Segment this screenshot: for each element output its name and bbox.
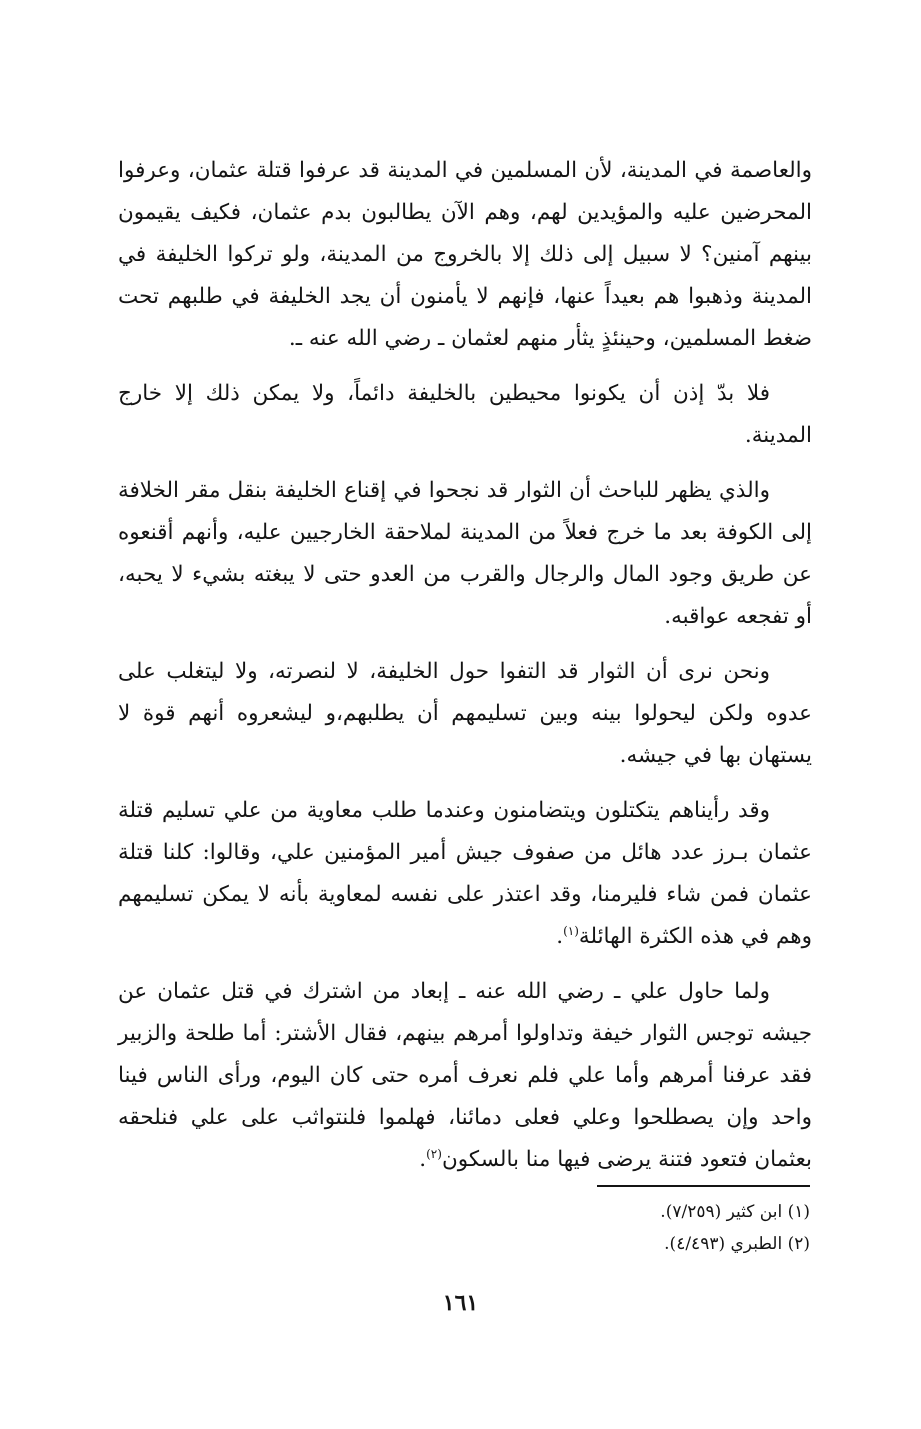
- paragraph-5-text: وقد رأيناهم يتكتلون ويتضامنون وعندما طلب معاوية من علي تسليم قتلة عثمان بـرز عدد هائل من صفوف جيش أمير المؤمنين علي، وقالوا: كلنا قتلة عثمان فمن شاء فليرمنا، وقد اعتذر على نفسه لمعاوية بأنه لا يمكن تسليمهم وهم في هذه الكثرة الهائلة: [118, 798, 812, 949]
- paragraph-4: [118, 651, 812, 777]
- page-number: ١٦١: [442, 1290, 479, 1316]
- paragraph-2: [118, 373, 812, 457]
- paragraph-4-text: ونحن نرى أن الثوار قد التفوا حول الخليفة، لا لنصرته، ولا ليتغلب على عدوه ولكن ليحولوا بينه وبين تسليمهم أن يطلبهم،و ليشعروه أنهم قوة لا يستهان بها في جيشه.: [118, 659, 812, 768]
- paragraph-3-text: والذي يظهر للباحث أن الثوار قد نجحوا في إقناع الخليفة بنقل مقر الخلافة إلى الكوفة بعد ما خرج فعلاً من المدينة لملاحقة الخارجيين عليه، وأنهم أقنعوه عن طريق وجود المال والرجال والقرب من العدو حتى لا يبغته بشيء لا يحبه، أو تفجعه عواقبه.: [118, 478, 812, 629]
- paragraph-3: [118, 470, 812, 638]
- paragraph-1: [118, 150, 812, 360]
- main-text: [118, 150, 812, 1194]
- paragraph-6: [118, 971, 812, 1181]
- paragraph-5: [118, 790, 812, 958]
- footnote-ref-1[interactable]: (١): [563, 923, 579, 938]
- paragraph-6-tail: .: [419, 1147, 427, 1172]
- paragraph-2-text: فلا بدّ إذن أن يكونوا محيطين بالخليفة دائماً، ولا يمكن ذلك إلا خارج المدينة.: [118, 381, 812, 448]
- footnote-1: (١) ابن كثير (٧/٢٥٩).: [660, 1202, 810, 1222]
- paragraph-1-text: والعاصمة في المدينة، لأن المسلمين في المدينة قد عرفوا قتلة عثمان، وعرفوا المحرضين عليه والمؤيدين لهم، وهم الآن يطالبون بدم عثمان، فكيف يقيمون بينهم آمنين؟ لا سبيل إلى ذلك إلا بالخروج من المدينة، ولو تركوا الخليفة في المدينة وذهبوا هم بعيداً عنها، فإنهم لا يأمنون أن يجد الخليفة في طلبهم تحت ضغط المسلمين، وحينئذٍ يثأر منهم لعثمان ـ رضي الله عنه ـ.: [118, 158, 812, 351]
- footnote-separator: [597, 1185, 810, 1187]
- paragraph-5-tail: .: [556, 924, 564, 949]
- footnote-ref-2[interactable]: (٢): [426, 1146, 442, 1161]
- paragraph-6-text: ولما حاول علي ـ رضي الله عنه ـ إبعاد من اشترك في قتل عثمان عن جيشه توجس الثوار خيفة وتداولوا أمرهم بينهم، فقال الأشتر: أما طلحة والزبير فقد عرفنا أمرهم وأما علي فلم نعرف أمره حتى كان اليوم، ورأى الناس فينا واحد وإن يصطلحوا وعلي فعلى دمائنا، فهلموا فلنتواثب على علي فنلحقه بعثمان فتعود فتنة يرضى فيها منا بالسكون: [118, 979, 812, 1172]
- footnote-2: (٢) الطبري (٤/٤٩٣).: [664, 1234, 810, 1254]
- footnotes: [420, 1196, 810, 1260]
